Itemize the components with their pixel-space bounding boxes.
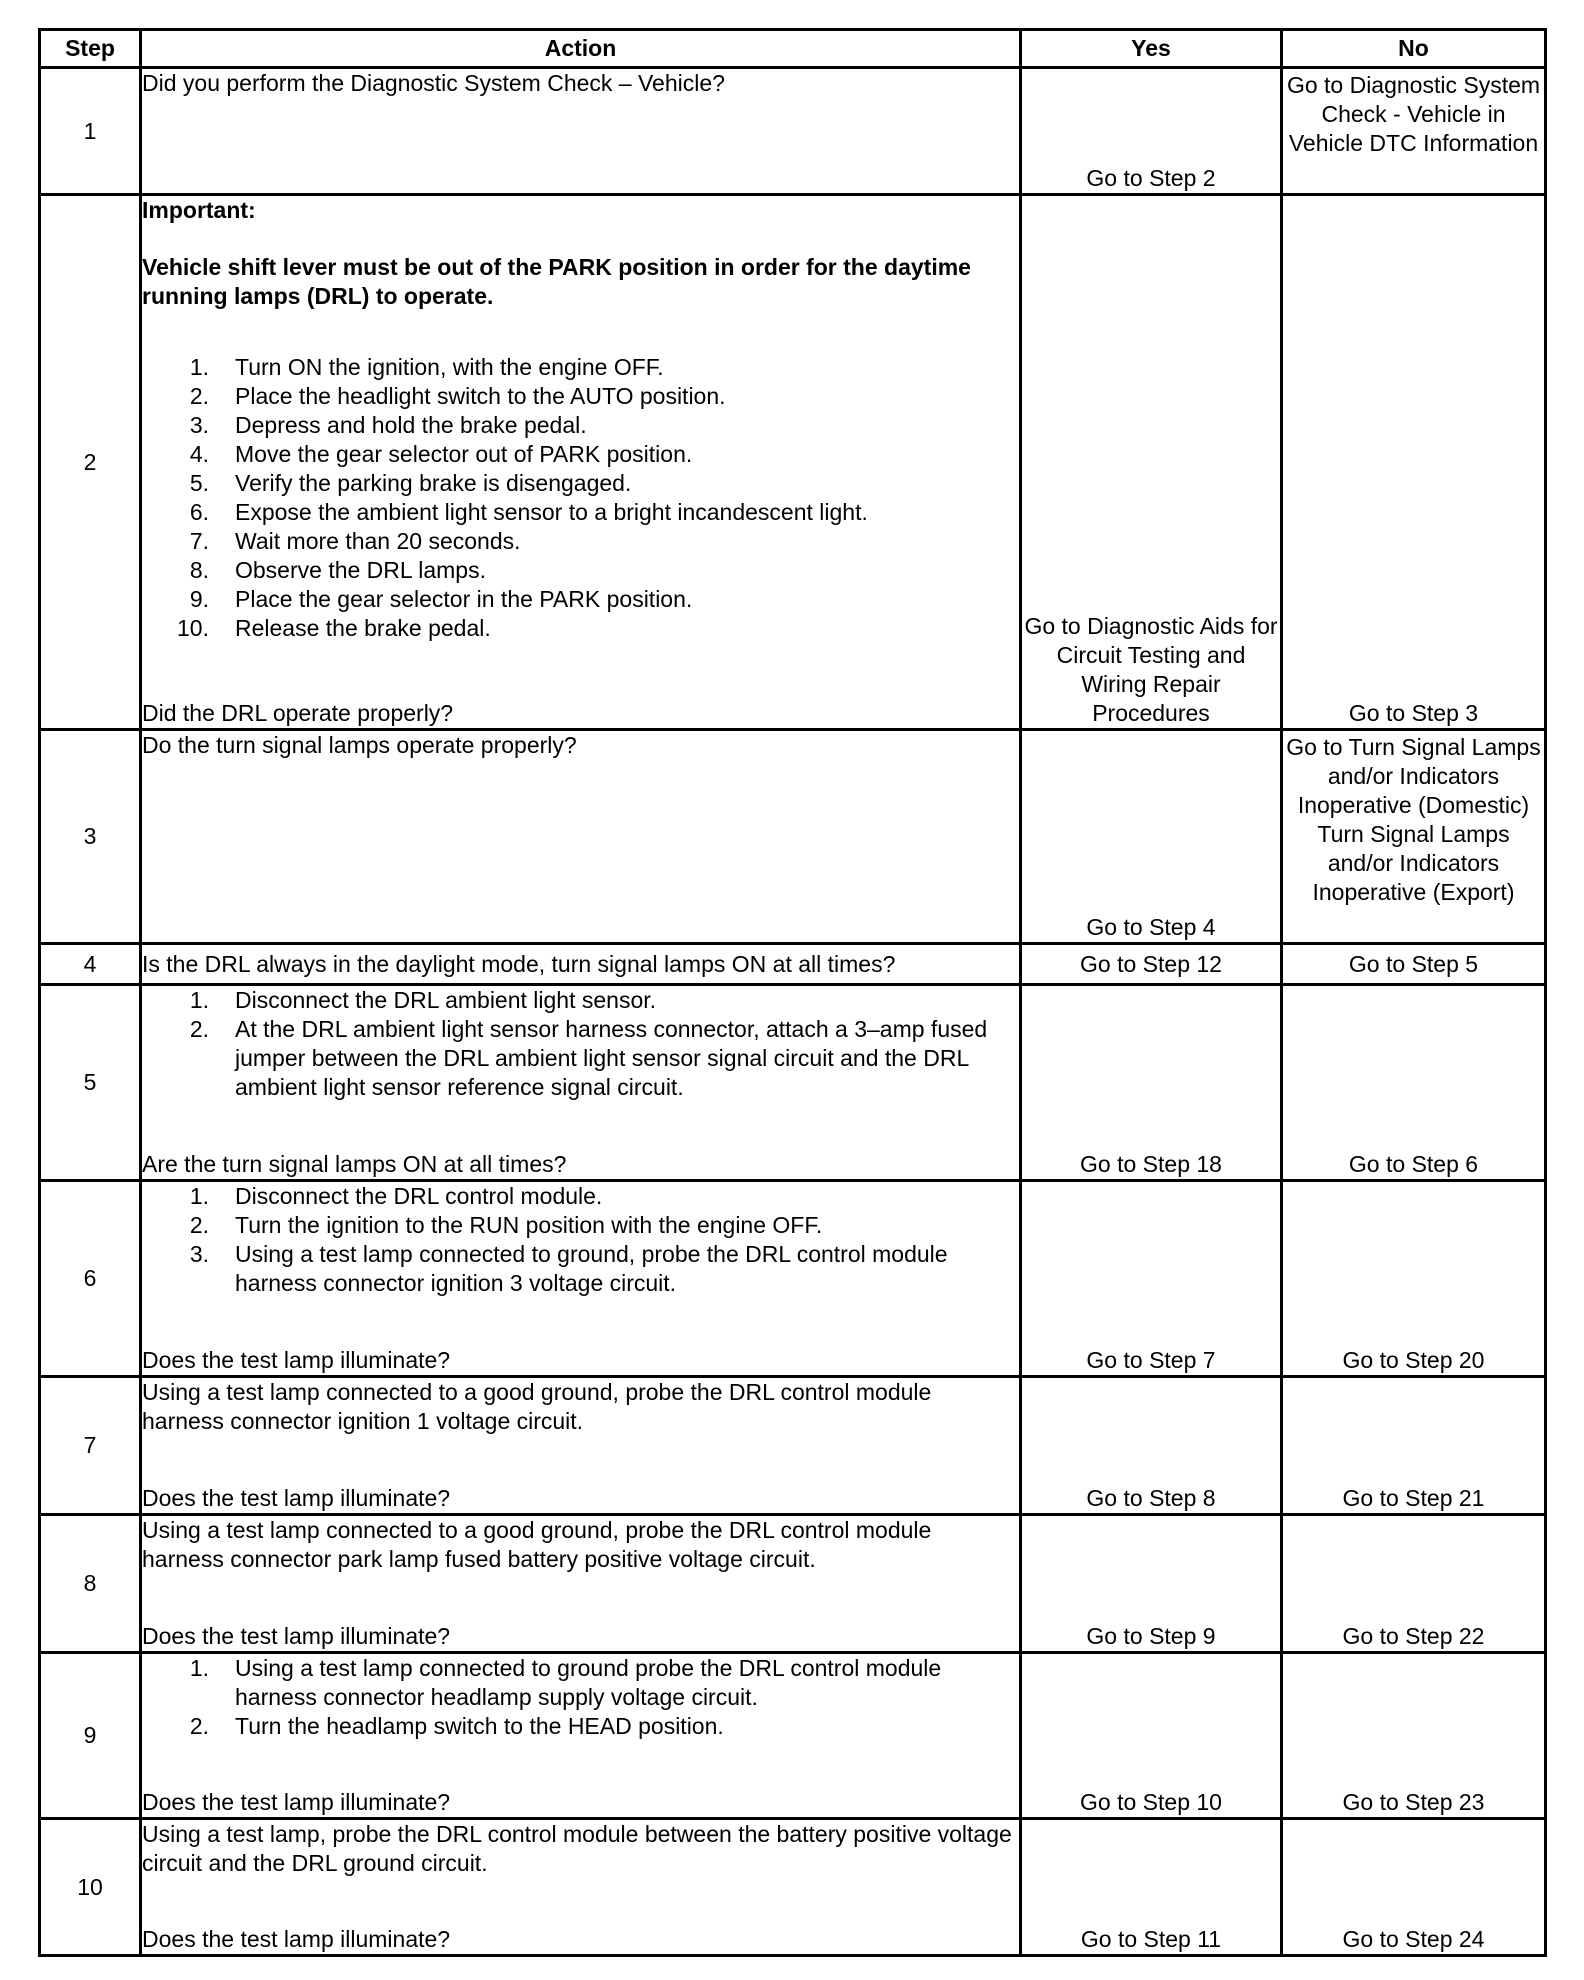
question-text: Do the turn signal lamps operate properly?: [142, 732, 577, 758]
step-number: 4: [40, 944, 141, 985]
step-number: 7: [40, 1377, 141, 1515]
action-cell: [141, 1819, 1021, 1956]
no-cell: Go to Step 22: [1282, 1515, 1546, 1653]
table-header-row: [40, 30, 1546, 68]
instruction-text: Using a test lamp connected to a good ground, probe the DRL control module harness connector ignition 1 voltage circuit.: [142, 1379, 932, 1434]
list-item: 2. Place the headlight switch to the AUTO position.: [189, 383, 726, 409]
table-row-step-7: [40, 1377, 1546, 1515]
header-action: Action: [141, 30, 1021, 68]
yes-cell: Go to Step 12: [1021, 944, 1282, 985]
no-cell: Go to Step 20: [1282, 1181, 1546, 1377]
table-row-step-3: [40, 730, 1546, 944]
step-number: 9: [40, 1653, 141, 1819]
diagnostic-table: [38, 28, 1547, 1957]
step-number: 1: [40, 68, 141, 195]
list-item: 1. Disconnect the DRL control module.: [189, 1183, 603, 1209]
table-row-step-2: [40, 195, 1546, 730]
question-text: Does the test lamp illuminate?: [142, 1926, 451, 1952]
important-text: Vehicle shift lever must be out of the PARK position in order for the daytime running lamps (DRL) to operate.: [142, 254, 971, 309]
action-cell: [141, 68, 1021, 195]
question-text: Does the test lamp illuminate?: [142, 1623, 451, 1649]
no-cell: Go to Step 24: [1282, 1819, 1546, 1956]
yes-cell: Go to Step 9: [1021, 1515, 1282, 1653]
question-text: Does the test lamp illuminate?: [142, 1485, 451, 1511]
yes-cell: Go to Step 2: [1021, 68, 1282, 195]
list-item: 5. Verify the parking brake is disengaged.: [189, 470, 632, 496]
no-cell: Go to Turn Signal Lamps and/or Indicators Inoperative (Domestic) Turn Signal Lamps and/or Indicators Inoperative (Export): [1282, 730, 1546, 944]
question-text: Did you perform the Diagnostic System Check – Vehicle?: [142, 70, 725, 96]
yes-cell: Go to Step 8: [1021, 1377, 1282, 1515]
yes-cell: Go to Step 7: [1021, 1181, 1282, 1377]
question-text: Does the test lamp illuminate?: [142, 1347, 451, 1373]
header-no: No: [1282, 30, 1546, 68]
procedure-list: [142, 986, 1019, 1102]
step-number: 5: [40, 985, 141, 1181]
action-cell: [141, 730, 1021, 944]
question-text: Did the DRL operate properly?: [142, 700, 454, 726]
table-row-step-4: [40, 944, 1546, 985]
action-cell: [141, 195, 1021, 730]
no-cell: Go to Diagnostic System Check - Vehicle in Vehicle DTC Information: [1282, 68, 1546, 195]
list-item: 1. Turn ON the ignition, with the engine OFF.: [189, 354, 664, 380]
list-item: 4. Move the gear selector out of PARK position.: [189, 441, 693, 467]
list-item: 3. Using a test lamp connected to ground, probe the DRL control module harness connector ignition 3 voltage circuit.: [189, 1241, 948, 1296]
action-cell: [141, 985, 1021, 1181]
no-cell: Go to Step 23: [1282, 1653, 1546, 1819]
list-item: 6. Expose the ambient light sensor to a bright incandescent light.: [189, 499, 868, 525]
list-item: 1. Disconnect the DRL ambient light sensor.: [189, 987, 657, 1013]
list-item: 7. Wait more than 20 seconds.: [189, 528, 521, 554]
no-cell: Go to Step 6: [1282, 985, 1546, 1181]
yes-cell: Go to Step 4: [1021, 730, 1282, 944]
list-item: 3. Depress and hold the brake pedal.: [189, 412, 587, 438]
list-item: 9. Place the gear selector in the PARK position.: [189, 586, 693, 612]
action-cell: [141, 1377, 1021, 1515]
header-yes: Yes: [1021, 30, 1282, 68]
instruction-text: Using a test lamp, probe the DRL control module between the battery positive voltage circuit and the DRL ground circuit.: [142, 1821, 1012, 1876]
header-step: Step: [40, 30, 141, 68]
yes-cell: Go to Step 11: [1021, 1819, 1282, 1956]
action-cell: [141, 944, 1021, 985]
table-row-step-10: [40, 1819, 1546, 1956]
list-item: 8. Observe the DRL lamps.: [189, 557, 486, 583]
question-text: Is the DRL always in the daylight mode, turn signal lamps ON at all times?: [142, 950, 896, 977]
instruction-text: Using a test lamp connected to a good ground, probe the DRL control module harness connector park lamp fused battery positive voltage circuit.: [142, 1517, 932, 1572]
action-cell: [141, 1181, 1021, 1377]
list-item: 2. Turn the headlamp switch to the HEAD position.: [189, 1713, 724, 1739]
step-number: 3: [40, 730, 141, 944]
no-cell: Go to Step 5: [1282, 944, 1546, 985]
table-row-step-5: [40, 985, 1546, 1181]
list-item: 10. Release the brake pedal.: [177, 615, 491, 641]
no-cell: Go to Step 3: [1282, 195, 1546, 730]
no-cell: Go to Step 21: [1282, 1377, 1546, 1515]
procedure-list: [142, 1654, 1019, 1741]
step-number: 2: [40, 195, 141, 730]
step-number: 10: [40, 1819, 141, 1956]
yes-cell: Go to Diagnostic Aids for Circuit Testing and Wiring Repair Procedures: [1021, 195, 1282, 730]
table-row-step-1: [40, 68, 1546, 195]
table-row-step-9: [40, 1653, 1546, 1819]
question-text: Are the turn signal lamps ON at all times?: [142, 1151, 567, 1177]
action-cell: [141, 1653, 1021, 1819]
procedure-list: [142, 1182, 1019, 1298]
list-item: 2. Turn the ignition to the RUN position with the engine OFF.: [189, 1212, 823, 1238]
important-label: Important:: [142, 197, 256, 223]
procedure-list: [142, 353, 1019, 643]
step-number: 8: [40, 1515, 141, 1653]
yes-cell: Go to Step 18: [1021, 985, 1282, 1181]
yes-cell: Go to Step 10: [1021, 1653, 1282, 1819]
list-item: 1. Using a test lamp connected to ground probe the DRL control module harness connector headlamp supply voltage circuit.: [189, 1655, 942, 1710]
list-item: 2. At the DRL ambient light sensor harness connector, attach a 3–amp fused jumper between the DRL ambient light sensor signal circuit and the DRL ambient light sensor reference signal circuit.: [189, 1016, 988, 1100]
table-row-step-8: [40, 1515, 1546, 1653]
action-cell: [141, 1515, 1021, 1653]
question-text: Does the test lamp illuminate?: [142, 1789, 451, 1815]
table-row-step-6: [40, 1181, 1546, 1377]
step-number: 6: [40, 1181, 141, 1377]
